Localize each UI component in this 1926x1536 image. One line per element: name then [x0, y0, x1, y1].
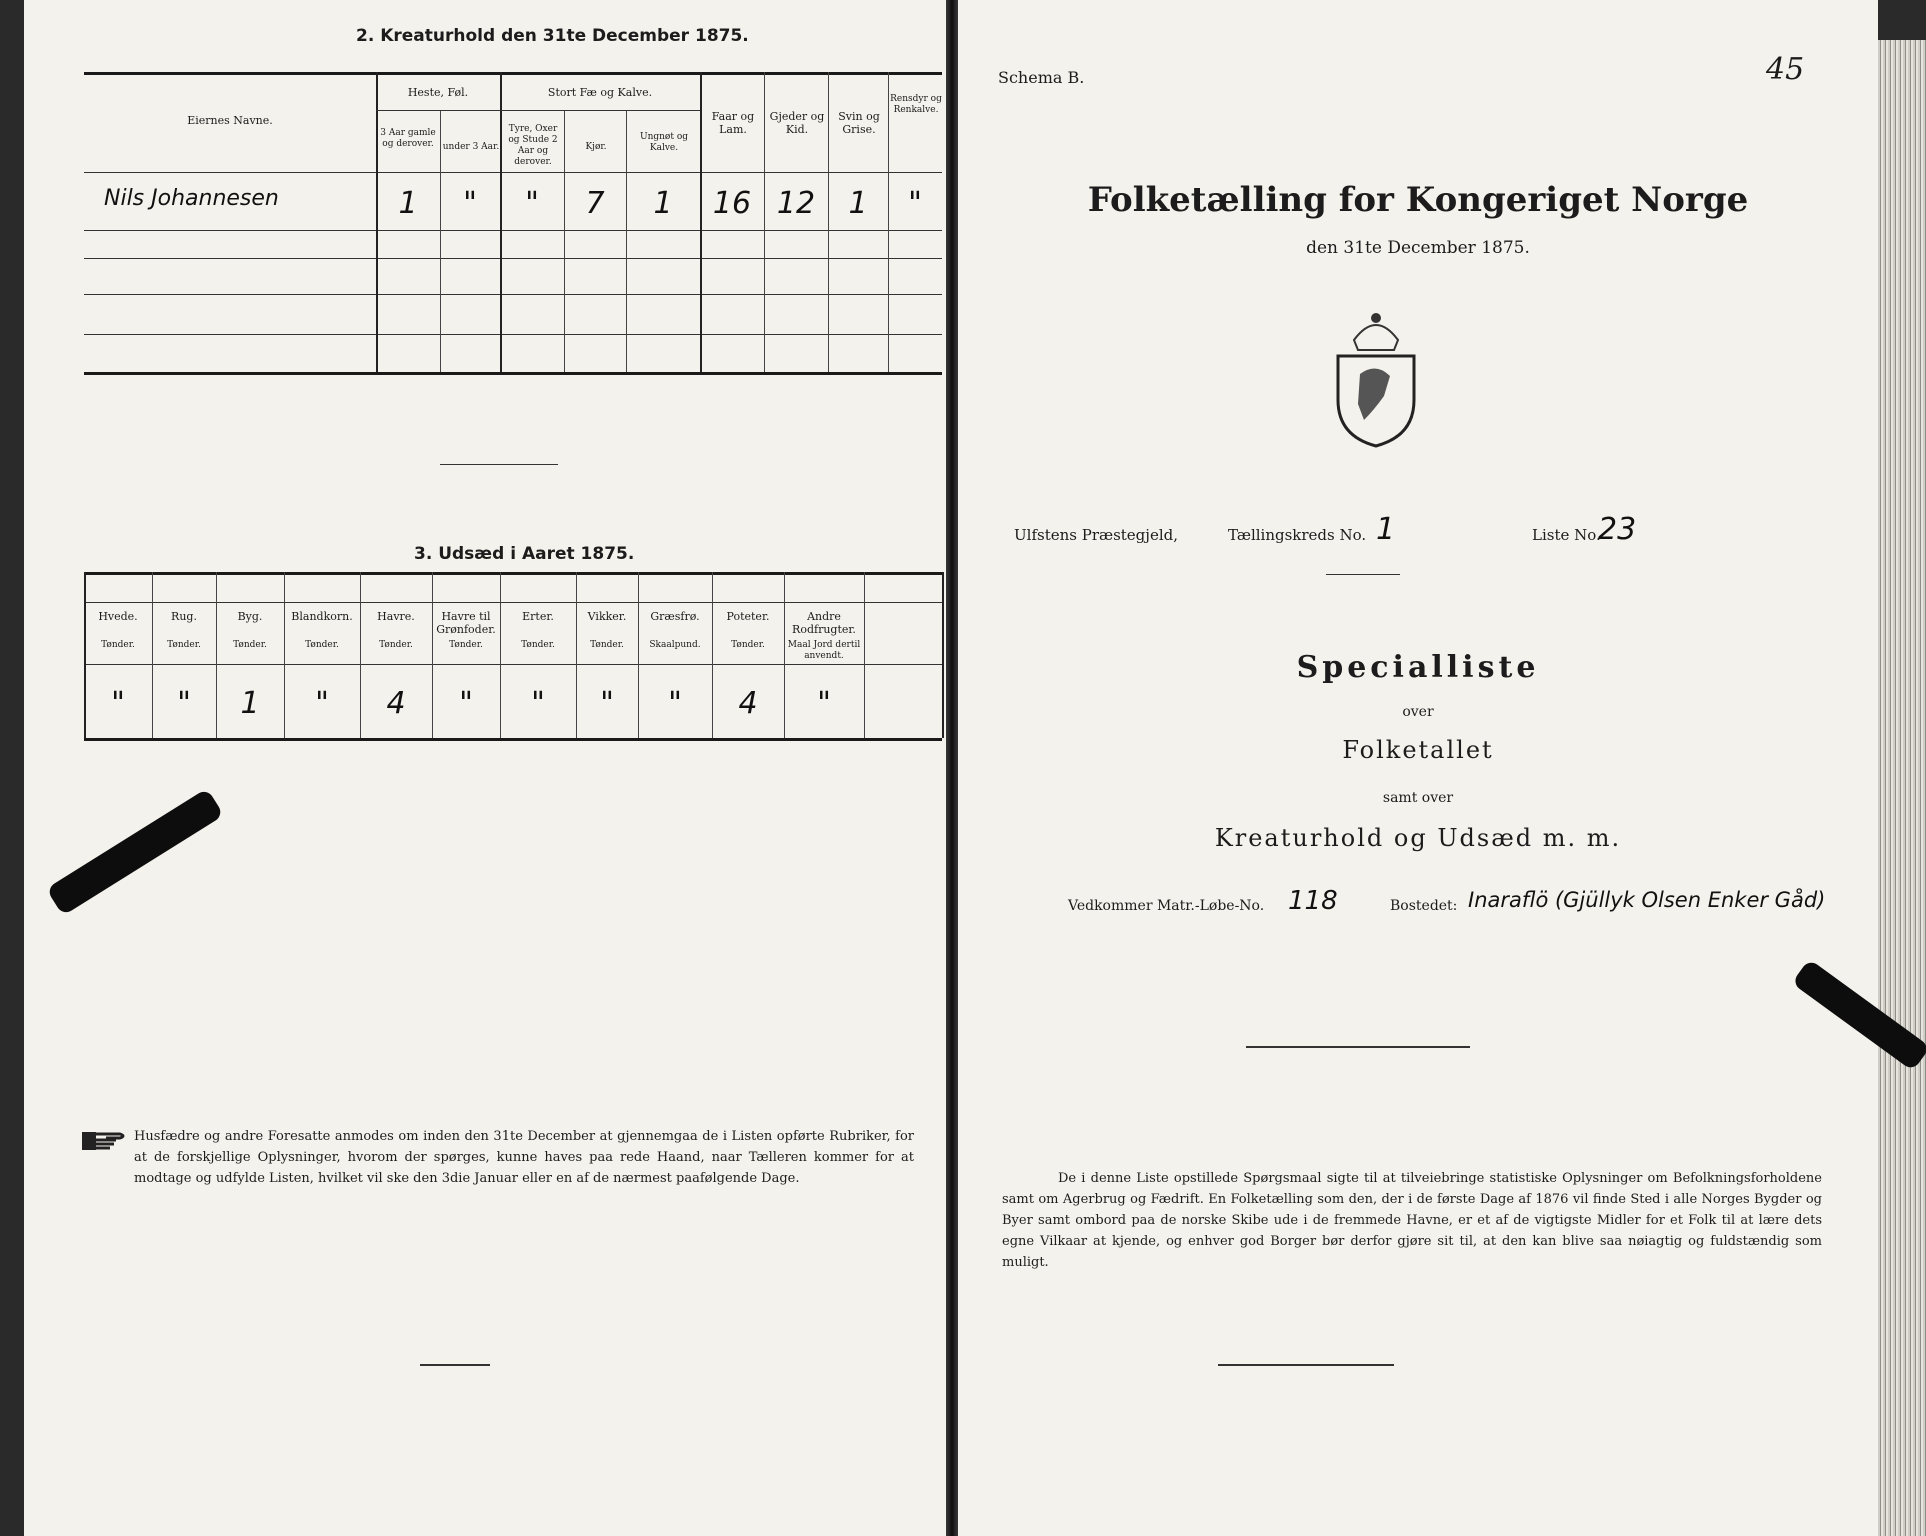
seed-value-cell: " — [315, 686, 329, 721]
seed-value-cell: " — [531, 686, 545, 721]
seed-col-header: Erter. — [522, 610, 554, 623]
section3-title: 3. Udsæd i Aaret 1875. — [414, 544, 635, 564]
table3-top-rule — [84, 572, 942, 575]
table2-row-rule — [84, 230, 942, 231]
page-edges — [1878, 40, 1926, 1536]
col-header-horses-under3: under 3 Aar. — [442, 142, 500, 152]
table3-bottom-rule — [84, 738, 942, 741]
seed-value-cell: 1 — [240, 686, 260, 721]
seed-col-unit: Tønder. — [233, 640, 267, 650]
seed-col-header: Andre Rodfrugter. — [792, 610, 856, 636]
seed-col-unit: Tønder. — [590, 640, 624, 650]
table2-col-divider — [626, 110, 627, 372]
census-title: Folketælling for Kongeriget Norge — [1087, 180, 1749, 220]
table2-col-divider — [764, 72, 765, 372]
owner-name-cell: Nils Johannesen — [104, 186, 279, 211]
table2-col-divider — [828, 72, 829, 372]
district-label: Tællingskreds No. — [1228, 526, 1367, 544]
seed-col-header: Poteter. — [726, 610, 770, 623]
table2-row-rule — [84, 258, 942, 259]
schema-label: Schema B. — [998, 68, 1085, 87]
seed-col-unit: Tønder. — [731, 640, 765, 650]
section-divider — [440, 464, 558, 465]
seed-col-unit: Tønder. — [379, 640, 413, 650]
value-cell: 1 — [398, 186, 418, 221]
col-header-pigs: Svin og Grise. — [838, 110, 880, 136]
seed-value-cell: " — [600, 686, 614, 721]
owner-column-header: Eiernes Navne. — [187, 114, 273, 127]
seed-col-unit: Tønder. — [521, 640, 555, 650]
seed-value-cell: " — [111, 686, 125, 721]
col-header-goats: Gjeder og Kid. — [769, 110, 825, 136]
samt-over-text: samt over — [1382, 790, 1454, 806]
table2-top-rule — [84, 72, 942, 75]
bosted-value: Inaraflö (Gjüllyk Olsen Enker Gåd) — [1468, 888, 1826, 912]
value-cell: 1 — [653, 186, 673, 221]
divider-rule — [1326, 574, 1400, 575]
seed-col-header: Rug. — [171, 610, 197, 623]
matr-label: Vedkommer Matr.-Løbe-No. — [1068, 898, 1265, 914]
table2-group-rule — [376, 110, 700, 111]
left-page — [24, 0, 946, 1536]
bosted-label: Bostedet: — [1390, 898, 1458, 914]
value-cell: 12 — [776, 186, 816, 221]
list-value: 23 — [1598, 512, 1637, 547]
seed-value-cell: 4 — [738, 686, 758, 721]
matr-value: 118 — [1288, 886, 1338, 916]
table2-col-divider — [564, 110, 565, 372]
col-header-cows: Kjør. — [585, 142, 607, 152]
notice-text: Husfædre og andre Foresatte anmodes om inden den 31te December at gjennemgaa de i Listen opførte Rubriker, for at de forskjellige Oplysninger, hvorom der spørges, kunne haves paa rede Haand, naar Tælleren kommer for at modtage og udfylde Listen, hvilket vil ske den 3die Januar eller en af de nærmest paafølgende Dage. — [134, 1129, 914, 1186]
seed-value-cell: " — [668, 686, 682, 721]
info-paragraph: De i denne Liste opstillede Spørgsmaal sigte til at tilveiebringe statistiske Oplysninger om Befolkningsforholdene samt om Agerbrug og Fædrift. En Folketælling som den, der i de første Dage af 1876 vil finde Sted i alle Norges Bygder og Byer samt ombord paa de norske Skibe ude i de fremmede Havne, er et af de vigtigste Midler for et Folk til at lære dets egne Vilkaar at kjende, og enhver god Borger bør derfor gjøre sit til, at den kan blive saa nøiagtig og fuldstændig som muligt. — [1002, 1171, 1822, 1270]
folketallet-heading: Folketallet — [1342, 736, 1494, 764]
over-text: over — [1402, 704, 1434, 720]
table2-col-divider — [376, 72, 378, 372]
seed-col-unit: Tønder. — [167, 640, 201, 650]
col-header-sheep: Faar og Lam. — [711, 110, 755, 136]
table2-col-divider — [500, 72, 502, 372]
col-header-bulls: Tyre, Oxer og Stude 2 Aar og derover. — [508, 124, 558, 167]
seed-value-cell: " — [459, 686, 473, 721]
list-label: Liste No. — [1532, 526, 1601, 544]
table3-col-divider — [864, 572, 865, 738]
table2-row-rule — [84, 294, 942, 295]
seed-col-unit: Tønder. — [449, 640, 483, 650]
table2-header-rule — [84, 172, 942, 173]
right-page — [958, 0, 1878, 1536]
seed-value-cell: " — [177, 686, 191, 721]
cattle-group-header: Stort Fæ og Kalve. — [547, 86, 653, 99]
seed-col-unit: Skaalpund. — [649, 640, 701, 650]
divider-rule — [1218, 1364, 1394, 1366]
value-cell: " — [463, 186, 477, 221]
value-cell: 1 — [848, 186, 868, 221]
horses-group-header: Heste, Føl. — [407, 86, 469, 99]
coat-of-arms-icon — [1324, 300, 1428, 450]
seed-col-header: Hvede. — [98, 610, 138, 623]
seed-col-header: Vikker. — [587, 610, 627, 623]
value-cell: 16 — [712, 186, 752, 221]
value-cell: " — [525, 186, 539, 221]
seed-value-cell: " — [817, 686, 831, 721]
seed-col-unit: Tønder. — [101, 640, 135, 650]
table2-col-divider — [888, 72, 889, 372]
seed-col-header: Havre. — [377, 610, 415, 623]
seed-value-cell: 4 — [386, 686, 406, 721]
seed-col-header: Byg. — [237, 610, 263, 623]
divider-rule — [1246, 1046, 1470, 1048]
seed-col-unit: Tønder. — [305, 640, 339, 650]
table2-row-rule — [84, 334, 942, 335]
table3-header-rule — [84, 664, 942, 665]
table3-inner-rule — [84, 602, 942, 603]
census-date: den 31te December 1875. — [1306, 238, 1530, 258]
book-gutter — [946, 0, 958, 1536]
district-value: 1 — [1376, 512, 1396, 547]
table2-col-divider — [440, 110, 441, 372]
table2-bottom-rule — [84, 372, 942, 375]
seed-col-header: Græsfrø. — [650, 610, 700, 623]
bottom-dash — [420, 1364, 490, 1366]
col-header-horses-3yr: 3 Aar gamle og derover. — [380, 128, 436, 149]
seed-col-header: Havre til Grønfoder. — [436, 610, 496, 636]
page-number: 45 — [1766, 52, 1805, 87]
specialliste-heading: Specialliste — [1296, 650, 1540, 685]
table3-col-divider — [942, 572, 944, 738]
pointing-hand-icon — [80, 1128, 128, 1154]
kreaturhold-heading: Kreaturhold og Udsæd m. m. — [1214, 824, 1622, 852]
parish-label: Ulfstens Præstegjeld, — [1014, 526, 1178, 544]
value-cell: 7 — [585, 186, 605, 221]
value-cell: " — [908, 186, 922, 221]
section2-title: 2. Kreaturhold den 31te December 1875. — [356, 26, 749, 46]
col-header-young-cattle: Ungnøt og Kalve. — [639, 132, 688, 153]
seed-col-header: Blandkorn. — [291, 610, 353, 623]
seed-col-unit: Maal Jord dertil anvendt. — [787, 640, 861, 661]
col-header-reindeer: Rensdyr og Renkalve. — [890, 94, 942, 115]
